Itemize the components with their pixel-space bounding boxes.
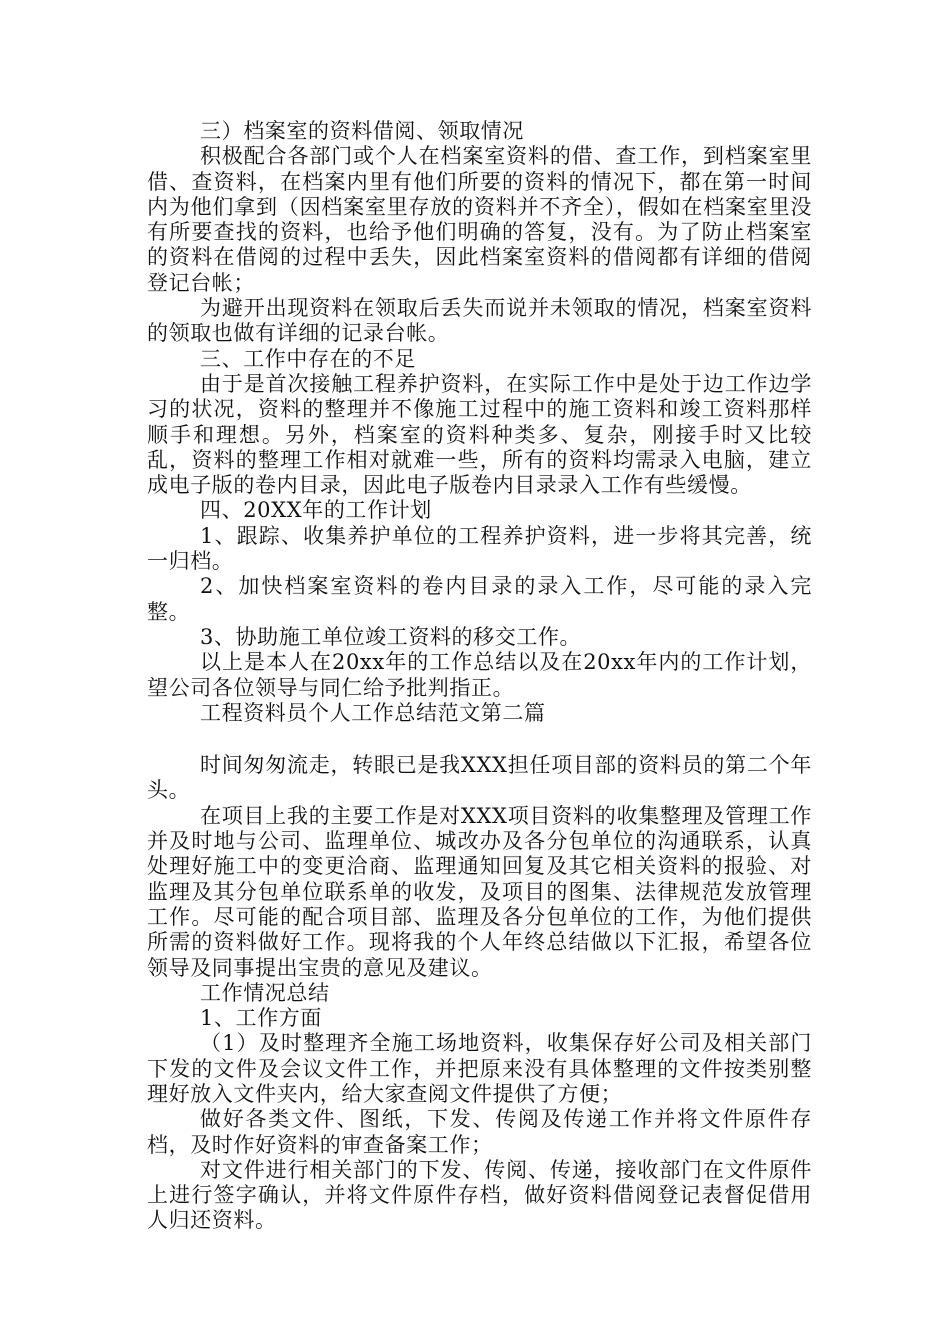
paragraph: 以上是本人在20xx年的工作总结以及在20xx年内的工作计划，望公司各位领导与同仁给予批判指正。: [147, 650, 812, 700]
list-item: 3、协助施工单位竣工资料的移交工作。: [200, 624, 582, 649]
paragraph: 在项目上我的主要工作是对XXX项目资料的收集整理及管理工作并及时地与公司、监理单位、城改办及各分包单位的沟通联系，认真处理好施工中的变更洽商、监理通知回复及其它相关资料的报验、对监理及其分包单位联系单的收发，及项目的图集、法律规范发放管理工作。尽可能的配合项目部、监理及各分包单位的工作，为他们提供所需的资料做好工作。现将我的个人年终总结做以下汇报，希望各位领导及同事提出宝贵的意见及建议。: [147, 803, 812, 980]
section-heading: 四、20XX年的工作计划: [200, 498, 432, 523]
paragraph: 积极配合各部门或个人在档案室资料的借、查工作，到档案室里借、查资料，在档案内里有他们所要的资料的情况下，都在第一时间内为他们拿到（因档案室里存放的资料并不齐全），假如在档案室里没有所要查找的资料，也给予他们明确的答复，没有。为了防止档案室的资料在借阅的过程中丢失，因此档案室资料的借阅都有详细的借阅登记台帐；: [147, 144, 812, 295]
paragraph: 做好各类文件、图纸，下发、传阅及传递工作并将文件原件存档，及时作好资料的审查备案工作；: [147, 1107, 812, 1157]
document-body: [147, 119, 812, 1234]
paragraph: （1）及时整理齐全施工场地资料，收集保存好公司及相关部门下发的文件及会议文件工作，并把原来没有具体整理的文件按类别整理好放入文件夹内，给大家查阅文件提供了方便；: [147, 1031, 812, 1106]
section-heading: 1、工作方面: [200, 1006, 322, 1031]
paragraph: 为避开出现资料在领取后丢失而说并未领取的情况，档案室资料的领取也做有详细的记录台帐。: [147, 296, 812, 346]
list-item: 1、跟踪、收集养护单位的工程养护资料，进一步将其完善，统一归档。: [147, 523, 812, 574]
article-title: 工程资料员个人工作总结范文第二篇: [200, 700, 546, 725]
list-item: 2、加快档案室资料的卷内目录的录入工作，尽可能的录入完整。: [147, 574, 812, 624]
blank-line: [147, 726, 812, 753]
section-heading: 三、工作中存在的不足: [200, 346, 416, 371]
paragraph: 对文件进行相关部门的下发、传阅、传递，接收部门在文件原件上进行签字确认，并将文件原件存档，做好资料借阅登记表督促借用人归还资料。: [147, 1157, 812, 1233]
paragraph: 时间匆匆流走，转眼已是我XXX担任项目部的资料员的第二个年头。: [147, 753, 812, 803]
section-heading: 三）档案室的资料借阅、领取情况: [200, 119, 524, 143]
paragraph: 由于是首次接触工程养护资料，在实际工作中是处于边工作边学习的状况，资料的整理并不像施工过程中的施工资料和竣工资料那样顺手和理想。另外，档案室的资料种类多、复杂，刚接手时又比较乱，资料的整理工作相对就难一些，所有的资料均需录入电脑，建立成电子版的卷内目录，因此电子版卷内目录录入工作有些缓慢。: [147, 371, 812, 498]
section-heading: 工作情况总结: [200, 980, 330, 1005]
